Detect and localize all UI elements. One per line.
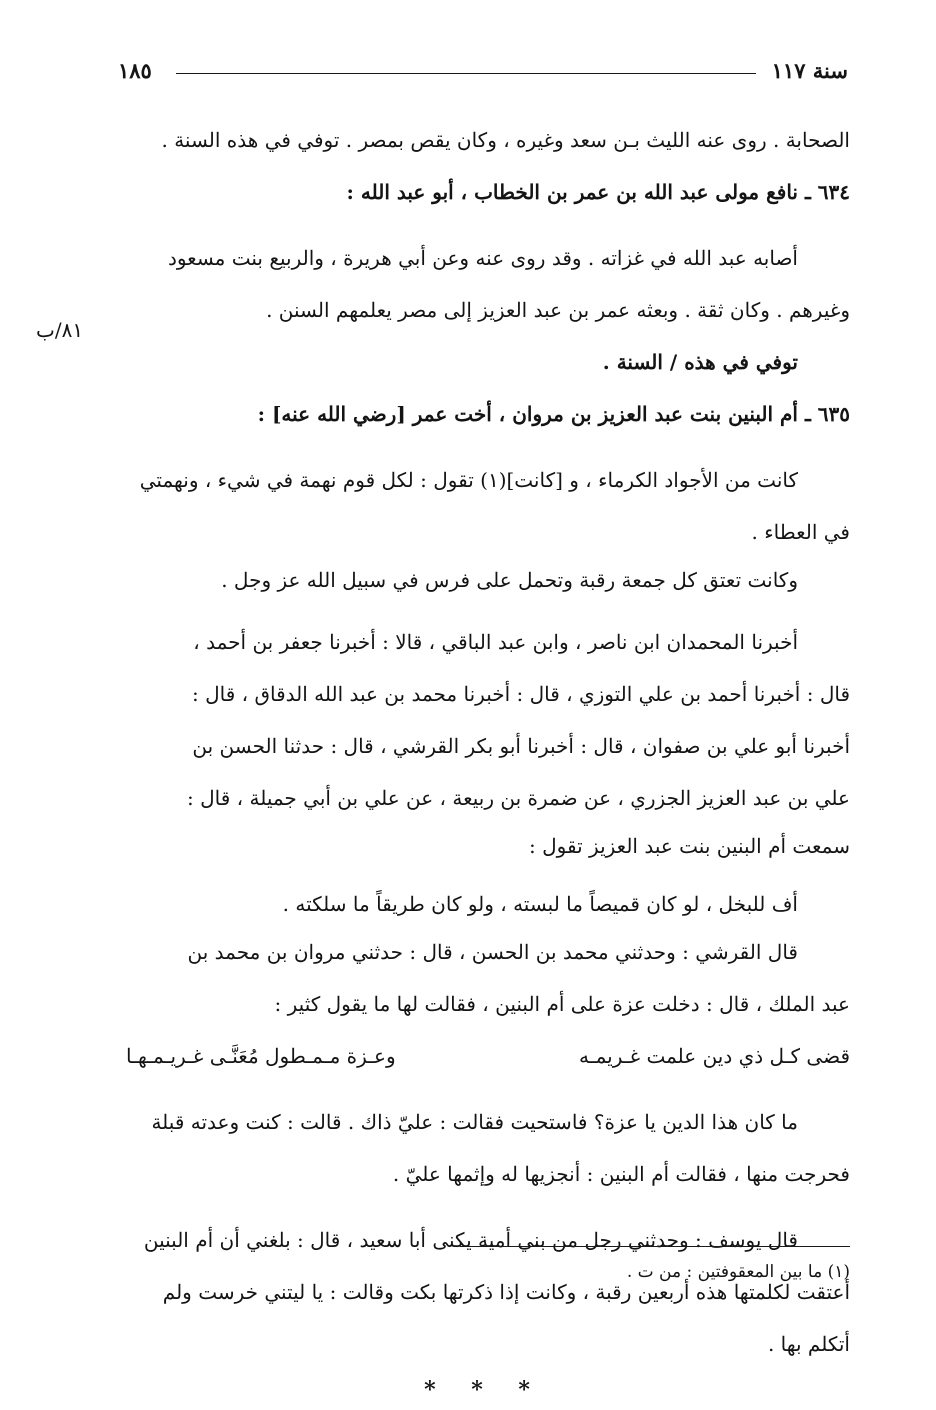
text-line: قال القرشي : وحدثني محمد بن الحسن ، قال : حدثني مروان بن محمد بن: [187, 940, 798, 964]
text-line: أخبرنا المحمدان ابن ناصر ، وابن عبد الباقي ، قالا : أخبرنا جعفر بن أحمد ،: [193, 630, 798, 654]
entry-heading-635: ٦٣٥ ـ أم البنين بنت عبد العزيز بن مروان ، أخت عمر [رضي الله عنه] :: [257, 402, 850, 426]
text-line: أصابه عبد الله في غزاته . وقد روى عنه وعن أبي هريرة ، والربيع بنت مسعود: [167, 246, 798, 270]
text-line: وغيرهم . وكان ثقة . وبعثه عمر بن عبد العزيز إلى مصر يعلمهم السنن .: [266, 298, 850, 322]
poem-first-hemistich: قضى كـل ذي دين علمت غـريمـه: [579, 1044, 850, 1068]
text-line: كانت من الأجواد الكرماء ، و [كانت](١) تقول : لكل قوم نهمة في شيء ، ونهمتي: [139, 468, 798, 492]
running-header: [118, 58, 848, 92]
text-line: قال يوسف : وحدثني رجل من بني أمية يكنى أبا سعيد ، قال : بلغني أن أم البنين: [143, 1228, 798, 1252]
text-line: أخبرنا أبو علي بن صفوان ، قال : أخبرنا أبو بكر القرشي ، قال : حدثنا الحسن بن: [192, 734, 850, 758]
poem-second-hemistich: وعـزة مـمـطول مُعَنَّـى غـريـمـهـا: [126, 1044, 396, 1068]
margin-folio-note: ٨١/ب: [36, 318, 84, 342]
text-line: عبد الملك ، قال : دخلت عزة على أم البنين ، فقالت لها ما يقول كثير :: [274, 992, 850, 1016]
text-line: في العطاء .: [751, 520, 850, 544]
text-line: علي بن عبد العزيز الجزري ، عن ضمرة بن ربيعة ، عن علي بن أبي جميلة ، قال :: [187, 786, 850, 810]
text-line: الصحابة . روى عنه الليث بـن سعد وغيره ، وكان يقص بمصر . توفي في هذه السنة .: [161, 128, 850, 152]
footnote-rule: [460, 1246, 850, 1247]
footnote: (١) ما بين المعقوفتين : من ت .: [626, 1262, 850, 1282]
text-line: وكانت تعتق كل جمعة رقبة وتحمل على فرس في سبيل الله عز وجل .: [221, 568, 798, 592]
text-line: توفي في هذه / السنة .: [602, 350, 798, 374]
text-line: ما كان هذا الدين يا عزة؟ فاستحيت فقالت : عليّ ذاك . قالت : كنت وعدته قبلة: [151, 1110, 798, 1134]
header-rule: [176, 73, 756, 74]
page-body: [118, 114, 850, 1410]
section-separator: * * *: [424, 1377, 544, 1403]
entry-heading-634: ٦٣٤ ـ نافع مولى عبد الله بن عمر بن الخطاب ، أبو عبد الله :: [346, 180, 850, 204]
text-line: فحرجت منها ، فقالت أم البنين : أنجزيها له وإثمها عليّ .: [392, 1162, 850, 1186]
page-number: ١٨٥: [118, 58, 152, 83]
text-line: أف للبخل ، لو كان قميصاً ما لبسته ، ولو كان طريقاً ما سلكته .: [282, 892, 798, 916]
text-line: أعتقت لكلمتها هذه أربعين رقبة ، وكانت إذا ذكرتها بكت وقالت : يا ليتني خرست ولم: [162, 1280, 850, 1304]
text-line: سمعت أم البنين بنت عبد العزيز تقول :: [529, 834, 850, 858]
text-line: قال : أخبرنا أحمد بن علي التوزي ، قال : أخبرنا محمد بن عبد الله الدقاق ، قال :: [192, 682, 850, 706]
header-year: سنة ١١٧: [771, 58, 848, 83]
text-line: أتكلم بها .: [767, 1332, 850, 1356]
poem-verse: [118, 1030, 850, 1082]
